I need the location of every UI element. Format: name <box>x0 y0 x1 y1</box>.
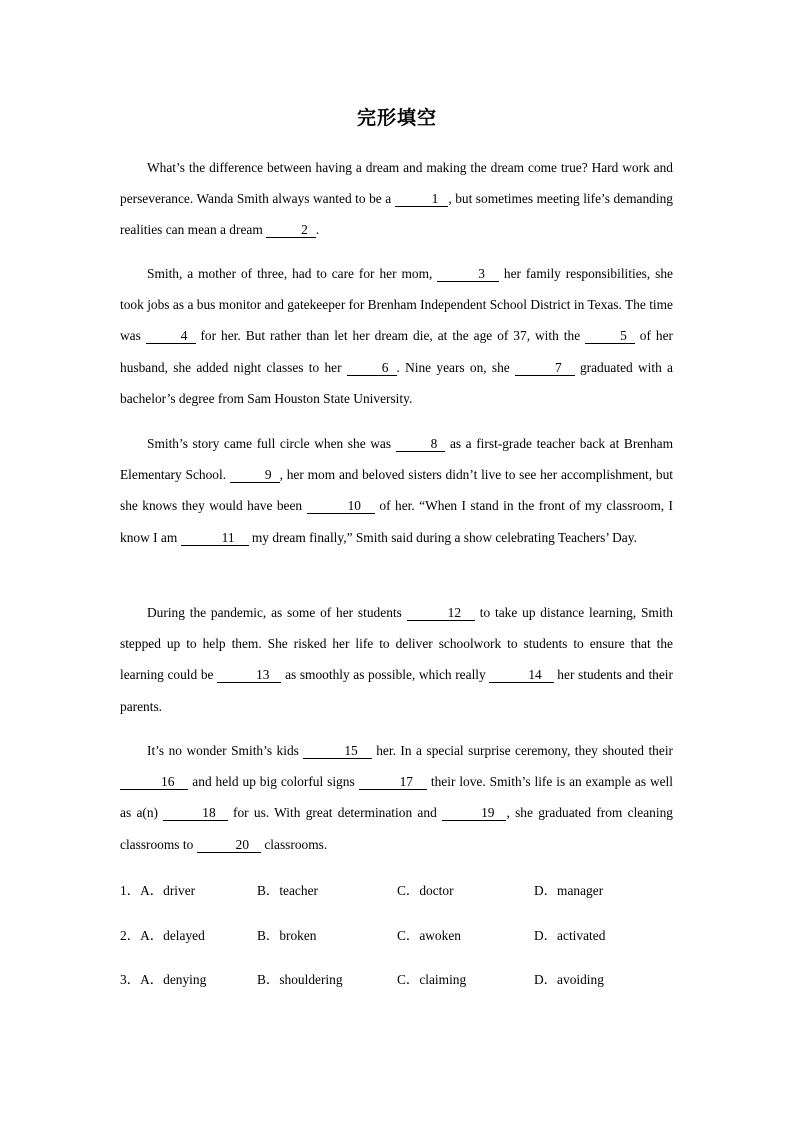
option-b: B．teacher <box>257 883 318 898</box>
blank-16: 16 <box>120 775 188 790</box>
option-row <box>120 880 680 900</box>
option-a: 2．A．delayed <box>120 928 205 943</box>
passage-paragraph: It’s no wonder Smith’s kids 15 her. In a special surprise ceremony, they shouted their 16 and held up big colorful signs 17 their love. Smith’s life is an example as well as a(n) 18 for us. With great determination and 19 , she graduated from cleaning classrooms to 20 classrooms. <box>120 743 674 852</box>
option-b: B．broken <box>257 928 317 943</box>
option-b: B．shouldering <box>257 972 343 987</box>
blank-17: 17 <box>359 775 427 790</box>
blank-7: 7 <box>515 361 575 376</box>
blank-19: 19 <box>442 806 506 821</box>
option-c: C．doctor <box>397 883 454 898</box>
blank-12: 12 <box>407 606 475 621</box>
blank-20: 20 <box>197 838 261 853</box>
option-row <box>120 925 680 945</box>
option-a: 3．A．denying <box>120 972 207 987</box>
passage-paragraph: Smith’s story came full circle when she was 8 as a first-grade teacher back at Brenham Elementary School. 9 , her mom and beloved sisters didn’t live to see her accomplishment, but she knows they would have been 10 of her. “When I stand in the front of my classroom, I know I am 11 my dream finally,” Smith said during a show celebrating Teachers’ Day. <box>120 436 673 545</box>
blank-9: 9 <box>230 468 280 483</box>
option-c: C．claiming <box>397 972 467 987</box>
blank-5: 5 <box>585 329 635 344</box>
passage-paragraph: Smith, a mother of three, had to care for her mom, 3 her family responsibilities, she took jobs as a bus monitor and gatekeeper for Brenham Independent School District in Texas. The time was 4 for her. But rather than let her dream die, at the age of 37, with the 5 of her husband, she added night classes to her 6 . Nine years on, she 7 graduated with a bachelor’s degree from Sam Houston State University. <box>120 266 673 406</box>
blank-2: 2 <box>266 223 316 238</box>
option-d: D．manager <box>534 883 604 898</box>
option-a: 1．A．driver <box>120 883 196 898</box>
blank-14: 14 <box>489 668 553 683</box>
blank-4: 4 <box>146 329 196 344</box>
blank-11: 11 <box>181 531 249 546</box>
passage-paragraph: During the pandemic, as some of her students 12 to take up distance learning, Smith stepped up to help them. She risked her life to deliver schoolwork to students to ensure that the learning could be 13 as smoothly as possible, which really 14 her students and their parents. <box>120 605 673 714</box>
option-row <box>120 969 680 989</box>
page-title: 完形填空 <box>356 107 437 129</box>
option-c: C．awoken <box>397 928 461 943</box>
blank-13: 13 <box>217 668 281 683</box>
blank-6: 6 <box>347 361 397 376</box>
blank-18: 18 <box>163 806 227 821</box>
blank-15: 15 <box>303 744 371 759</box>
blank-8: 8 <box>396 437 446 452</box>
passage-paragraph: What’s the difference between having a dream and making the dream come true? Hard work and perseverance. Wanda Smith always wanted to be a 1 , but sometimes meeting life’s demanding realities can mean a dream 2 . <box>120 160 673 238</box>
option-d: D．avoiding <box>534 972 604 987</box>
blank-1: 1 <box>395 192 449 207</box>
option-d: D．activated <box>534 928 606 943</box>
blank-3: 3 <box>437 267 499 282</box>
blank-10: 10 <box>307 499 375 514</box>
